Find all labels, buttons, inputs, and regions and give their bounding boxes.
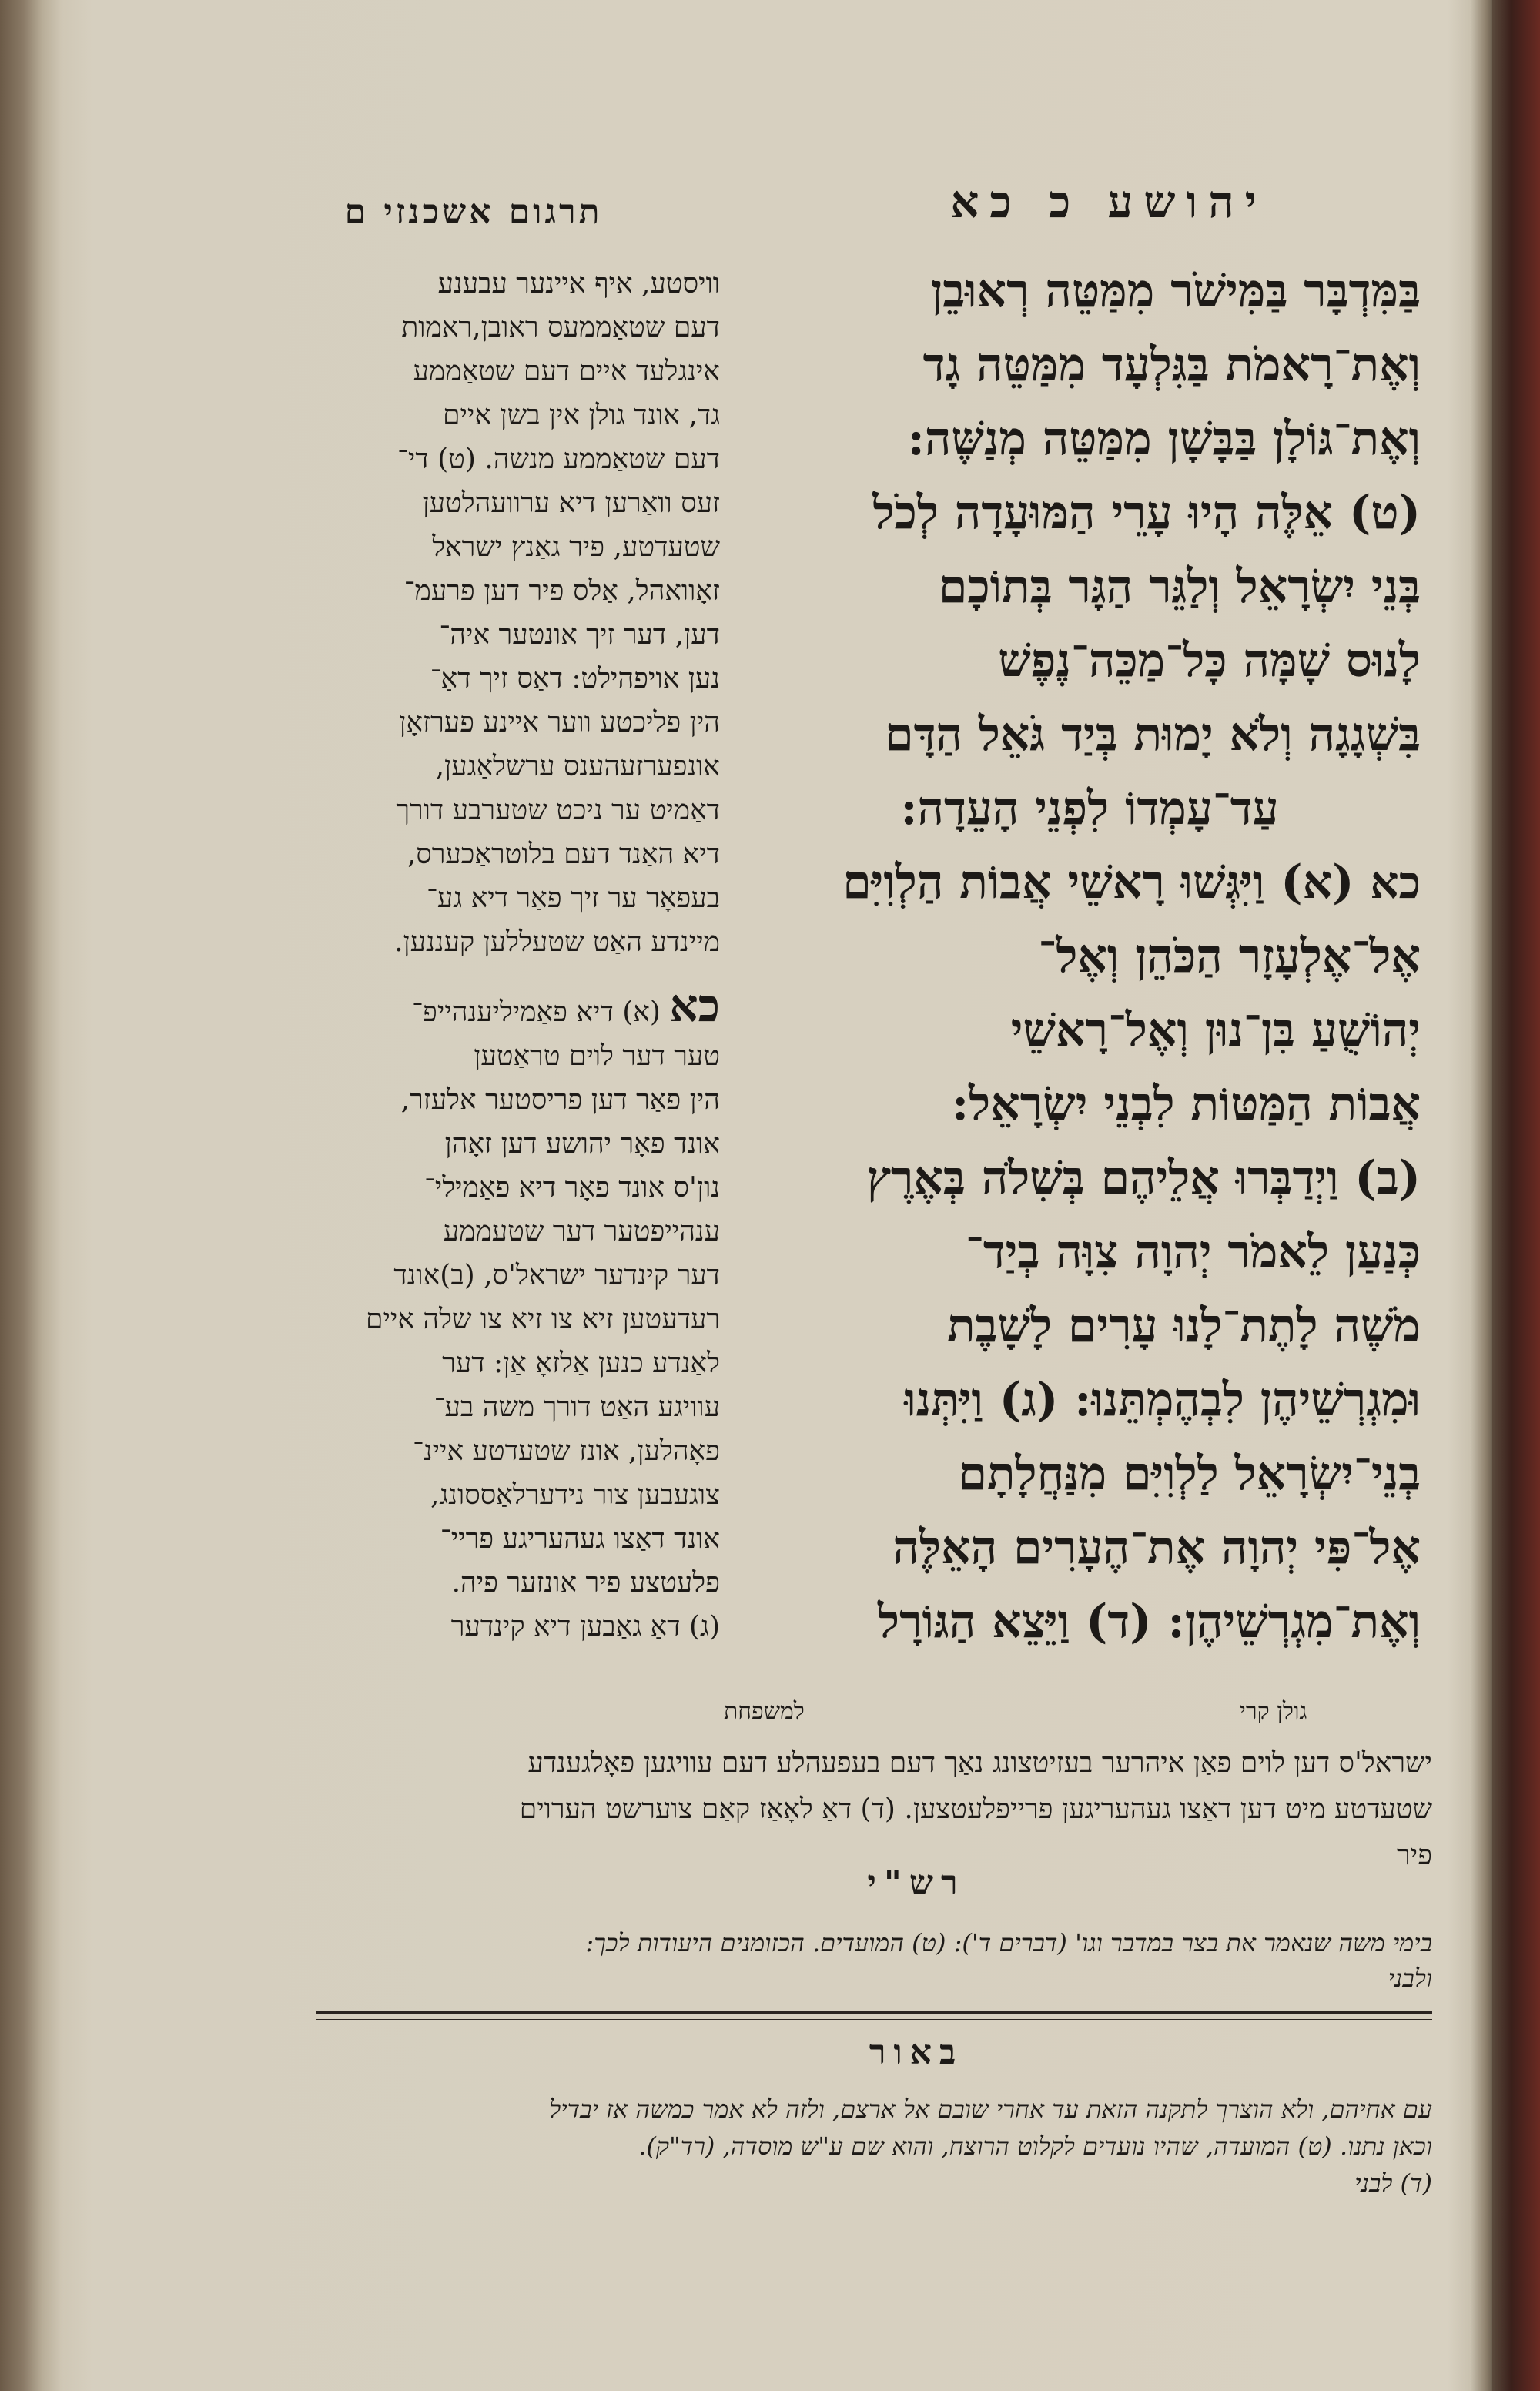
running-header-translation: תרגום אשכנזי ם — [344, 193, 603, 232]
verse-line: בִּשְׁגָגָה וְלֹא יָמוּת בְּיַד גֹּאֵל הַדָּם — [885, 708, 1421, 762]
translation-line: זאָוואהל, אַלס פיר דען פרעמ־ — [403, 575, 720, 607]
translation-line: דעם שטאַממעס ראובן,ראמות — [401, 312, 720, 343]
footer-translation-line: ישראל'ס דען לוים פאַן איהרער בעזיטצונג נאַך דעם בעפעהלע דעם עוויגען פאָלגענדע — [527, 1747, 1432, 1779]
rashi-commentary — [308, 1925, 1432, 1996]
book-cover-edge — [1492, 0, 1540, 2391]
verse-chapter-start — [758, 846, 1421, 919]
translation-line: דיא האַנד דעם בלוטראַכערס, — [407, 839, 720, 870]
biur-line: וכאן נתנו. (ט) המועדה, שהיו נועדים לקלוט הרוצח, והוא שם ע"ש מוסדה, (רד"ק). — [638, 2131, 1432, 2161]
translation-line: אונפערזעהענס ערשלאַגען, — [435, 751, 720, 782]
translation-chapter-start — [273, 980, 720, 1034]
translation-line: וויסטע, איף איינער עבענע — [437, 268, 720, 300]
verse-line: אֶל־אֶלְעָזָר הַכֹּהֵן וְאֶל־ — [1038, 929, 1421, 983]
translation-line: דאַמיט ער ניכט שטערבע דורך — [396, 795, 720, 826]
verse-line: וּמִגְרְשֵׁיהֶן לִבְהֶמְתֵּנוּ: (ג) וַיִּתְּנוּ — [904, 1373, 1421, 1427]
verse-line: אֶל־פִּי יְהוָה אֶת־הֶעָרִים הָאֵלֶּה — [892, 1521, 1421, 1575]
rashi-line: בימי משה שנאמר את בצר במדבר וגו' (דברים ד'): (ט) המועדים. הכזומנים היעודות לכך: — [585, 1928, 1432, 1957]
translation-line: שטעדטע, פיר גאַנץ ישראל — [432, 531, 720, 563]
verse-line: בְנֵי־יִשְׂרָאֵל לַלְוִיִּם מִנַּחֲלָתָם — [958, 1447, 1421, 1501]
verse-line: (א) וַיִּגְּשׁוּ רָאשֵׁי אֲבוֹת הַלְוִיִּם — [842, 856, 1354, 909]
translation-line: פאָהלען, אונז שטעדטע איינ־ — [413, 1435, 720, 1467]
translation-line: עוויגע האַט דורך משה בע־ — [434, 1391, 720, 1423]
book-page — [62, 0, 1471, 2391]
biur-title: באור — [869, 2033, 964, 2072]
running-header-book-chapter: יהושע כ כא — [950, 176, 1267, 228]
verse-column — [758, 254, 1421, 1659]
footer-translation-line: פיר — [1397, 1840, 1432, 1871]
translation-line: זעס וואַרען דיא ערוועהלטען — [422, 487, 720, 519]
footer-translation-line: שטעדטע מיט דען דאַצו געהעריגען פרייפלעטצען. (ד) דאַ לאָאַז קאַם צוערשט הערוים — [519, 1793, 1432, 1825]
translation-line: הין פליכטע ווער איינע פערזאָן — [399, 707, 720, 738]
translation-line: דען, דער זיך אונטער איה־ — [439, 619, 720, 651]
verse-line: לָנוּס שָׁמָּה כָּל־מַכֵּה־נֶפֶשׁ — [998, 634, 1421, 688]
translation-line: אינגלעד איים דעם שטאַממע — [413, 356, 720, 387]
translation-line: צוגעבען צור נידערלאַססונג, — [430, 1479, 720, 1511]
rashi-line: ולבני — [1388, 1964, 1432, 1993]
verse-line: יְהוֹשֻׁעַ בִּן־נוּן וְאֶל־רָאשֵׁי — [1010, 1003, 1421, 1057]
rashi-title: רש"י — [867, 1864, 966, 1903]
translation-line: טער דער לוים טראַטען — [474, 1040, 720, 1072]
verse-line: וְאֶת־רָאמֹת בַּגִּלְעָד מִמַּטֵּה גָד — [922, 338, 1421, 392]
translation-line: אונד פאָר יהושע דען זאָהן — [444, 1128, 720, 1160]
translation-line: מיינדע האַט שטעללען קעננען. — [394, 926, 720, 958]
marginal-note-right: גולן קרי — [1240, 1698, 1307, 1725]
verse-line: בַּמִּדְבָּר בַּמִּישֹׁר מִמַּטֵּה רְאוּבֵן — [930, 264, 1421, 318]
spacer — [273, 964, 720, 984]
translation-line: נון'ס אונד פאָר דיא פאַמילי־ — [424, 1172, 720, 1204]
translation-line: (ג) דאַ גאַבען דיא קינדער — [450, 1611, 720, 1643]
verse-line: וְאֶת־מִגְרְשֵׁיהֶן: (ד) וַיֵּצֵא הַגּוֹרָל — [878, 1595, 1421, 1649]
chapter-label: כא — [669, 980, 720, 1032]
translation-line: (א) דיא פאַמיליענהייפ־ — [412, 996, 661, 1028]
verse-line: אֲבוֹת הַמַּטּוֹת לִבְנֵי יִשְׂרָאֵל: — [952, 1077, 1421, 1131]
biur-line: עם אחיהם, ולא הוצרך לתקנה הזאת עד אחרי שובם אל ארצם, ולזה לא אמר כמשה אז יבדיל — [549, 2095, 1432, 2124]
marginal-note-left: למשפחת — [724, 1698, 805, 1725]
translation-line: לאַנדע כנען אַלזאָ אַן: דער — [442, 1348, 720, 1379]
verse-line: כְּנַעַן לֵאמֹר יְהוָה צִוָּה בְיַד־ — [965, 1225, 1421, 1279]
translation-line: דער קינדער ישראל'ס, (ב)אונד — [393, 1260, 720, 1291]
translation-line: דעם שטאַממע מנשה. (ט) די־ — [397, 444, 720, 475]
translation-column — [273, 262, 720, 1649]
translation-line: רעדעטען זיא צו זיא צו שלה איים — [366, 1304, 720, 1335]
translation-line: ענהייפטער דער שטעממע — [443, 1216, 720, 1247]
section-divider — [316, 2011, 1432, 2014]
translation-line: אונד דאַצו געהעריגע פריי־ — [440, 1523, 720, 1555]
verse-line: (ט) אֵלֶּה הָיוּ עָרֵי הַמּוּעָדָה לְכֹל — [872, 486, 1421, 540]
biur-commentary — [308, 2091, 1432, 2202]
translation-line: גד, אונד גולן אין בשן איים — [443, 400, 720, 431]
verse-line: בְּנֵי יִשְׂרָאֵל וְלַגֵּר הַגָּר בְּתוֹכָם — [938, 560, 1421, 614]
translation-line: נען אויפהילט: דאַס זיך דאַ־ — [430, 663, 720, 695]
verse-line: מֹשֶׁה לָתֶת־לָנוּ עָרִים לָשָׁבֶת — [946, 1299, 1421, 1353]
chapter-label: כא — [1370, 856, 1421, 909]
footer-translation — [308, 1740, 1432, 1879]
translation-line: הין פאַר דען פריסטער אלעזר, — [400, 1084, 720, 1116]
translation-line: בעפאָר ער זיך פאַר דיא גע־ — [427, 882, 720, 914]
section-divider-thin — [316, 2019, 1432, 2020]
verse-line: (ב) וַיְדַבְּרוּ אֲלֵיהֶם בְּשִׁלֹה בְּאֶרֶץ — [866, 1151, 1421, 1205]
biur-line: (ד) לבני — [1354, 2168, 1432, 2198]
verse-line: עַד־עָמְדוֹ לִפְנֵי הָעֵדָה: — [900, 782, 1279, 836]
verse-line: וְאֶת־גּוֹלָן בַּבָּשָׁן מִמַּטֵּה מְנַשֶּׁה: — [907, 412, 1421, 466]
translation-line: פלעטצע פיר אונזער פיה. — [451, 1567, 720, 1599]
